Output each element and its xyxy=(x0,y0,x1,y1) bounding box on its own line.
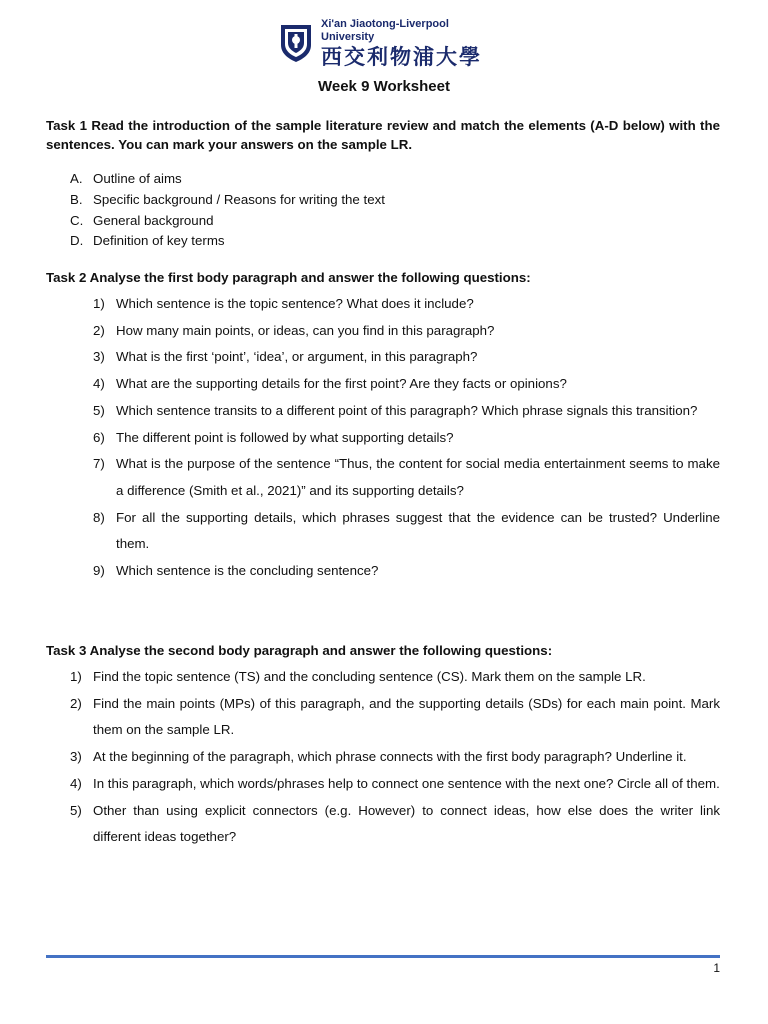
task1-heading: Task 1 Read the introduction of the sample literature review and match the elements (A-D below) with the sentences. You can mark your answers on the sample LR. xyxy=(46,118,720,152)
task3-heading: Task 3 Analyse the second body paragraph and answer the following questions: xyxy=(46,643,553,658)
list-item: 4) What are the supporting details for the first point? Are they facts or opinions? xyxy=(93,376,567,392)
list-item: 3) At the beginning of the paragraph, which phrase connects with the first body paragraph? Underline it. xyxy=(70,749,687,765)
task3-list xyxy=(70,664,720,851)
list-item: 8) For all the supporting details, which phrases suggest that the evidence can be trusted? Underline them. xyxy=(93,509,720,552)
footer-divider xyxy=(46,955,720,958)
list-item: C. General background xyxy=(70,212,214,228)
university-name-cn: 西交利物浦大學 xyxy=(321,43,482,69)
university-logo xyxy=(279,17,494,69)
task2-heading: Task 2 Analyse the first body paragraph and answer the following questions: xyxy=(46,270,531,285)
page-title: Week 9 Worksheet xyxy=(317,78,450,95)
university-crest-icon xyxy=(279,23,313,63)
task1-list xyxy=(70,169,710,252)
list-item: 5) Other than using explicit connectors (e.g. However) to connect ideas, how else does the writer link different ideas together? xyxy=(70,802,720,845)
page-number: 1 xyxy=(713,961,720,975)
list-item: 2) Find the main points (MPs) of this paragraph, and the supporting details (SDs) for each main point. Mark them on the sample LR. xyxy=(70,695,720,738)
list-item: 6) The different point is followed by what supporting details? xyxy=(93,429,454,445)
university-name-en: Xi'an Jiaotong-Liverpool University xyxy=(321,17,449,43)
list-item: 5) Which sentence transits to a different point of this paragraph? Which phrase signals this transition? xyxy=(93,402,698,418)
list-item: 9) Which sentence is the concluding sentence? xyxy=(93,563,379,579)
list-item: 3) What is the first ‘point’, ‘idea’, or argument, in this paragraph? xyxy=(93,349,478,365)
list-item: D. Definition of key terms xyxy=(70,233,225,249)
list-item: 1) Which sentence is the topic sentence? What does it include? xyxy=(93,296,474,311)
list-item: 4) In this paragraph, which words/phrases help to connect one sentence with the next one? Circle all of them. xyxy=(70,775,720,791)
list-item: B. Specific background / Reasons for writing the text xyxy=(70,191,385,207)
list-item: 2) How many main points, or ideas, can you find in this paragraph? xyxy=(93,322,495,338)
list-item: 1) Find the topic sentence (TS) and the concluding sentence (CS). Mark them on the sample LR. xyxy=(70,669,646,684)
task2-list xyxy=(93,291,720,585)
list-item: 7) What is the purpose of the sentence “Thus, the content for social media entertainment seems to make a difference (Smith et al., 2021)” and its supporting details? xyxy=(93,456,720,498)
list-item: A. Outline of aims xyxy=(70,171,182,186)
